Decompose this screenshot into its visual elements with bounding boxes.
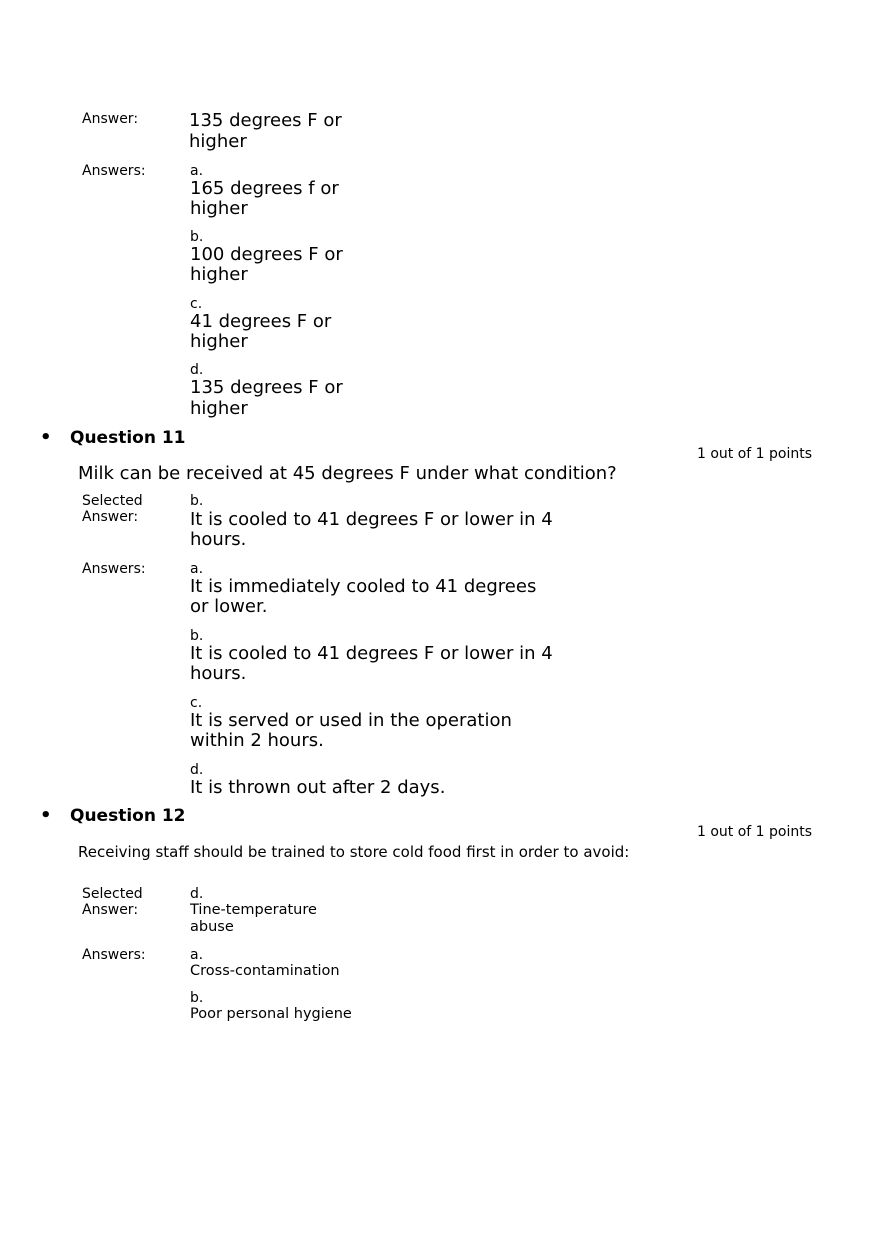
option-b-line-2: hours. bbox=[190, 663, 247, 684]
option-letter-d: d. bbox=[190, 362, 204, 378]
option-a-line-1: Cross-contamination bbox=[190, 963, 340, 979]
option-d-line-1: 135 degrees F or bbox=[190, 377, 343, 398]
question-title: Question 11 bbox=[70, 428, 186, 448]
option-d-line-1: It is thrown out after 2 days. bbox=[190, 777, 446, 798]
option-b-line-1: Poor personal hygiene bbox=[190, 1006, 352, 1022]
option-a-line-2: or lower. bbox=[190, 596, 268, 617]
option-c-line-2: higher bbox=[190, 331, 248, 352]
option-letter-b: b. bbox=[190, 990, 204, 1006]
selected-label-line-2: Answer: bbox=[82, 509, 139, 525]
option-c-line-1: It is served or used in the operation bbox=[190, 710, 512, 731]
answers-label: Answers: bbox=[82, 163, 146, 179]
bullet-icon: • bbox=[40, 805, 52, 826]
option-b-line-2: higher bbox=[190, 264, 248, 285]
selected-label-line-1: Selected bbox=[82, 886, 143, 902]
question-title: Question 12 bbox=[70, 806, 186, 826]
option-c-line-2: within 2 hours. bbox=[190, 730, 324, 751]
answers-label: Answers: bbox=[82, 947, 146, 963]
selected-answer-line-2: hours. bbox=[190, 529, 247, 550]
option-c-line-1: 41 degrees F or bbox=[190, 311, 332, 332]
points-label: 1 out of 1 points bbox=[697, 446, 813, 462]
bullet-icon: • bbox=[40, 427, 52, 448]
option-letter-a: a. bbox=[190, 947, 204, 963]
selected-answer-line-1: Tine-temperature bbox=[190, 902, 317, 918]
selected-answer-line-1: It is cooled to 41 degrees F or lower in 4 bbox=[190, 509, 553, 530]
correct-answer-line-2: higher bbox=[189, 131, 247, 152]
answer-label: Answer: bbox=[82, 111, 139, 127]
question-text: Milk can be received at 45 degrees F under what condition? bbox=[78, 463, 617, 484]
option-letter-d: d. bbox=[190, 762, 204, 778]
selected-label-line-2: Answer: bbox=[82, 902, 139, 918]
option-letter-b: b. bbox=[190, 628, 204, 644]
answers-label: Answers: bbox=[82, 561, 146, 577]
option-a-line-1: It is immediately cooled to 41 degrees bbox=[190, 576, 537, 597]
selected-letter: d. bbox=[190, 886, 204, 902]
option-letter-a: a. bbox=[190, 163, 204, 179]
question-text: Receiving staff should be trained to store cold food first in order to avoid: bbox=[78, 843, 630, 861]
selected-letter: b. bbox=[190, 493, 204, 509]
option-a-line-1: 165 degrees f or bbox=[190, 178, 339, 199]
selected-answer-line-2: abuse bbox=[190, 919, 234, 935]
option-b-line-1: It is cooled to 41 degrees F or lower in 4 bbox=[190, 643, 553, 664]
correct-answer-line-1: 135 degrees F or bbox=[189, 110, 342, 131]
option-letter-c: c. bbox=[190, 695, 203, 711]
option-letter-c: c. bbox=[190, 296, 203, 312]
selected-label-line-1: Selected bbox=[82, 493, 143, 509]
option-letter-a: a. bbox=[190, 561, 204, 577]
option-letter-b: b. bbox=[190, 229, 204, 245]
option-a-line-2: higher bbox=[190, 198, 248, 219]
points-label: 1 out of 1 points bbox=[697, 824, 813, 840]
option-b-line-1: 100 degrees F or bbox=[190, 244, 343, 265]
option-d-line-2: higher bbox=[190, 398, 248, 419]
